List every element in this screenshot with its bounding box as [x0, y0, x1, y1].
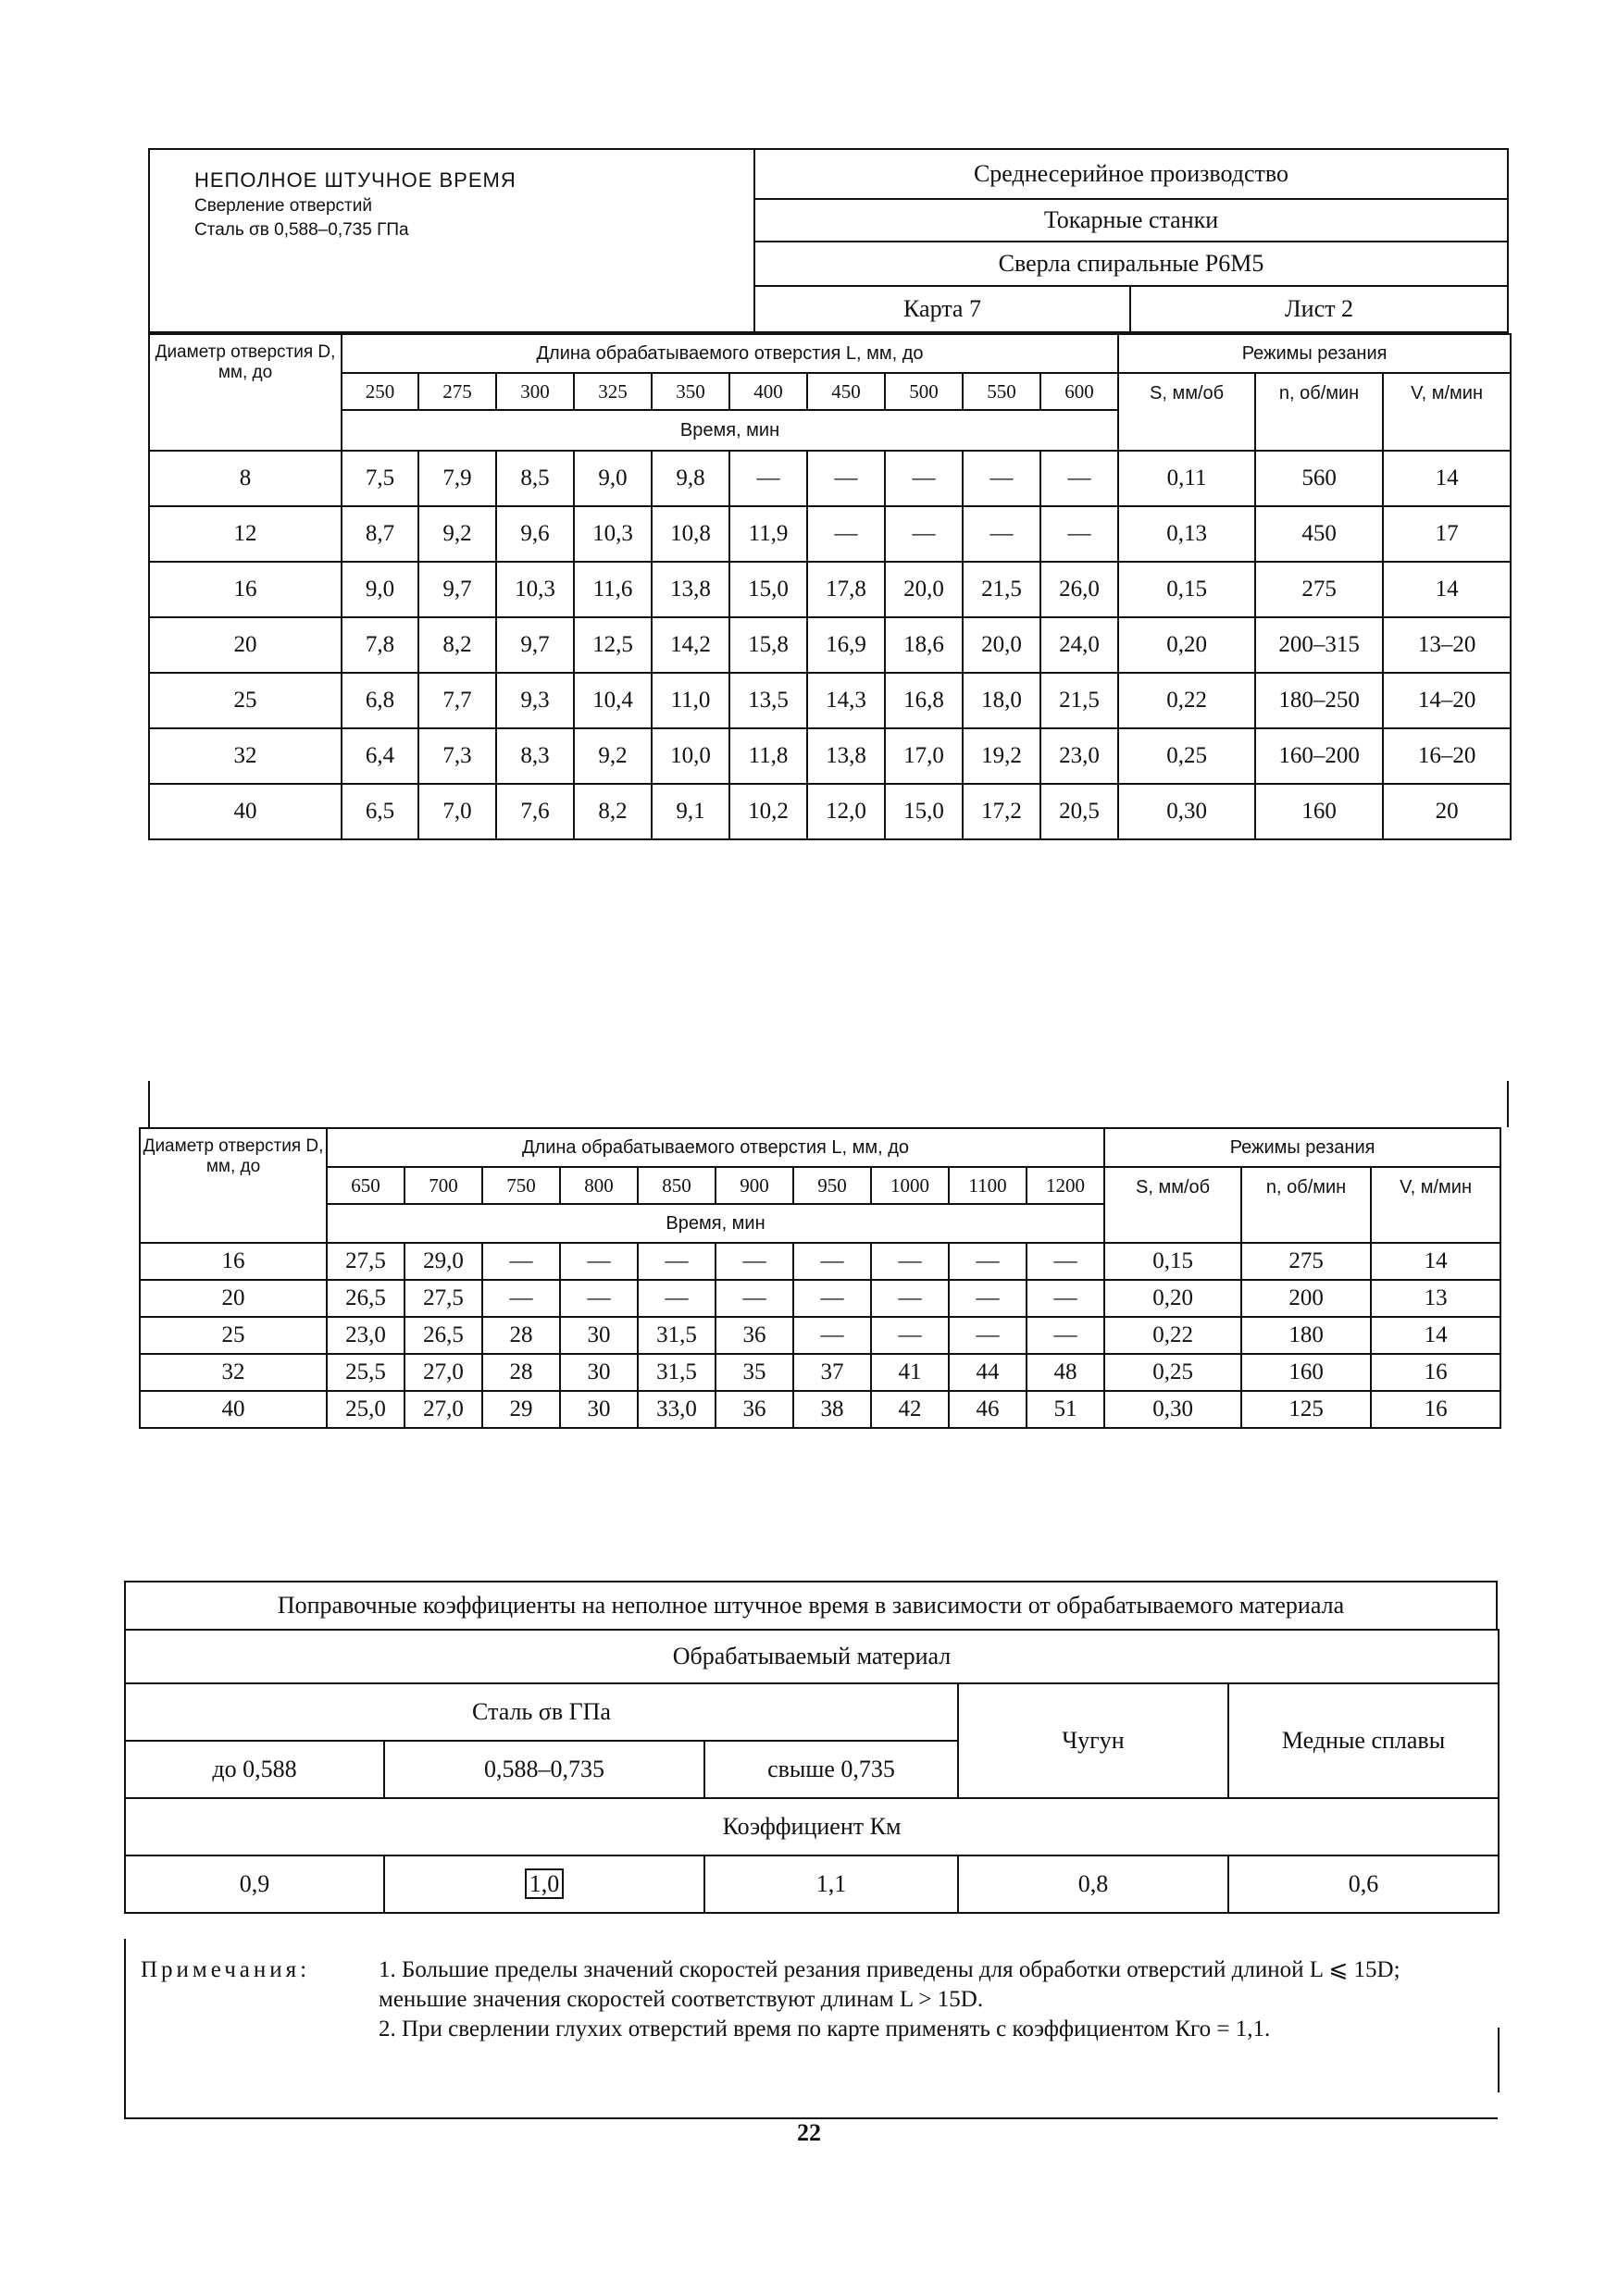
rpm-cell: 160	[1255, 784, 1383, 839]
time-cell: 10,4	[574, 673, 652, 728]
time-cell: 9,6	[496, 506, 574, 562]
time-cell: 29	[482, 1391, 560, 1428]
rpm-cell: 560	[1255, 451, 1383, 506]
coefficient-value-cell	[384, 1855, 704, 1913]
time-cell: —	[871, 1280, 949, 1317]
time-cell: 15,0	[885, 784, 963, 839]
time-cell: —	[871, 1317, 949, 1354]
time-cell: 27,5	[327, 1243, 404, 1280]
length-col-header: 600	[1040, 373, 1118, 410]
speed-cell: 20	[1383, 784, 1511, 839]
time-cell: 7,3	[418, 728, 496, 784]
time-cell: 48	[1027, 1354, 1104, 1391]
time-cell: 30	[560, 1391, 638, 1428]
table-row	[149, 451, 1511, 506]
time-cell: 25,5	[327, 1354, 404, 1391]
steel-header: Сталь σв ГПа	[125, 1683, 958, 1741]
diameter-cell: 25	[149, 673, 342, 728]
time-cell: 16,8	[885, 673, 963, 728]
coefficient-value: 0,9	[125, 1855, 384, 1913]
length-col-header: 400	[729, 373, 807, 410]
speed-cell: 14	[1371, 1243, 1500, 1280]
speed-cell: 14	[1383, 562, 1511, 617]
time-cell: 9,2	[418, 506, 496, 562]
feed-cell: 0,20	[1104, 1280, 1241, 1317]
time-cell: —	[807, 506, 885, 562]
time-cell: 9,0	[342, 562, 418, 617]
time-cell: —	[482, 1280, 560, 1317]
coefficient-value: 1,1	[704, 1855, 958, 1913]
modes-header: Режимы резания	[1118, 334, 1511, 373]
feed-cell: 0,13	[1118, 506, 1255, 562]
diameter-cell: 16	[140, 1243, 327, 1280]
time-cell: 11,8	[729, 728, 807, 784]
time-cell: —	[638, 1243, 716, 1280]
diameter-cell: 12	[149, 506, 342, 562]
length-col-header: 325	[574, 373, 652, 410]
feed-cell: 0,25	[1118, 728, 1255, 784]
sheet-number: Лист 2	[1285, 295, 1353, 322]
time-cell: 13,8	[807, 728, 885, 784]
diameter-cell: 25	[140, 1317, 327, 1354]
time-cell: 21,5	[1040, 673, 1118, 728]
time-cell: 18,6	[885, 617, 963, 673]
notes-block	[124, 1939, 1498, 2119]
time-cell: —	[793, 1317, 871, 1354]
time-header: Время, мин	[342, 410, 1118, 451]
time-cell: —	[1027, 1317, 1104, 1354]
time-cell: 8,3	[496, 728, 574, 784]
time-table-2	[139, 1127, 1501, 1429]
length-col-header: 750	[482, 1167, 560, 1204]
time-cell: 21,5	[963, 562, 1040, 617]
time-cell: 31,5	[638, 1354, 716, 1391]
time-cell: 30	[560, 1354, 638, 1391]
speed-cell: 14	[1383, 451, 1511, 506]
time-cell: —	[885, 451, 963, 506]
time-cell: 12,5	[574, 617, 652, 673]
table-row	[140, 1391, 1500, 1428]
time-cell: 36	[716, 1317, 793, 1354]
diameter-cell: 20	[140, 1280, 327, 1317]
time-cell: 18,0	[963, 673, 1040, 728]
time-cell: 8,7	[342, 506, 418, 562]
margin-rule	[1498, 2028, 1500, 2092]
time-cell: 11,9	[729, 506, 807, 562]
time-cell: 51	[1027, 1391, 1104, 1428]
time-cell: 19,2	[963, 728, 1040, 784]
steel-range: до 0,588	[125, 1741, 384, 1798]
time-cell: 20,0	[963, 617, 1040, 673]
time-cell: 12,0	[807, 784, 885, 839]
rpm-cell: 200	[1241, 1280, 1371, 1317]
time-cell: —	[949, 1317, 1027, 1354]
steel-range: 0,588–0,735	[384, 1741, 704, 1798]
time-cell: —	[807, 451, 885, 506]
speed-cell: 17	[1383, 506, 1511, 562]
diameter-cell: 20	[149, 617, 342, 673]
length-col-header: 500	[885, 373, 963, 410]
speed-cell: 13–20	[1383, 617, 1511, 673]
copper-header: Медные сплавы	[1228, 1683, 1499, 1798]
length-col-header: 300	[496, 373, 574, 410]
time-cell: 8,5	[496, 451, 574, 506]
time-header: Время, мин	[327, 1204, 1104, 1243]
header-info-block	[755, 150, 1507, 331]
time-cell: 28	[482, 1354, 560, 1391]
feed-cell: 0,25	[1104, 1354, 1241, 1391]
rpm-cell: 450	[1255, 506, 1383, 562]
time-cell: 10,0	[652, 728, 729, 784]
time-cell: —	[885, 506, 963, 562]
time-cell: —	[716, 1280, 793, 1317]
header-title-block	[150, 150, 755, 331]
speed-cell: 14–20	[1383, 673, 1511, 728]
time-cell: 20,5	[1040, 784, 1118, 839]
rpm-cell: 200–315	[1255, 617, 1383, 673]
time-cell: 42	[871, 1391, 949, 1428]
speed-cell: 16	[1371, 1391, 1500, 1428]
time-cell: 38	[793, 1391, 871, 1428]
notes-label: Примечания:	[141, 1957, 311, 1982]
time-cell: 26,5	[327, 1280, 404, 1317]
material-subtitle: Сталь σв 0,588–0,735 ГПа	[194, 220, 409, 240]
length-col-header: 650	[327, 1167, 404, 1204]
time-cell: —	[949, 1280, 1027, 1317]
time-cell: —	[1040, 451, 1118, 506]
time-cell: 23,0	[1040, 728, 1118, 784]
time-cell: 9,0	[574, 451, 652, 506]
coefficients-title: Поправочные коэффициенты на неполное штучное время в зависимости от обрабатываемого материала	[124, 1581, 1498, 1629]
time-cell: 37	[793, 1354, 871, 1391]
time-cell: —	[1027, 1243, 1104, 1280]
speed-cell: 14	[1371, 1317, 1500, 1354]
table-row	[140, 1317, 1500, 1354]
length-header: Длина обрабатываемого отверстия L, мм, до	[327, 1128, 1104, 1167]
time-cell: —	[1040, 506, 1118, 562]
table-separator	[148, 1081, 1509, 1127]
tool-type: Сверла спиральные Р6М5	[755, 242, 1507, 287]
time-table-1	[148, 333, 1512, 840]
diameter-cell: 32	[140, 1354, 327, 1391]
time-cell: 7,9	[418, 451, 496, 506]
note-1: 1. Большие пределы значений скоростей резания приведены для обработки отверстий длиной L ⩽ 15D; меньшие значения скоростей соответствуют длинам L > 15D.	[379, 1957, 1400, 2012]
length-col-header: 275	[418, 373, 496, 410]
diameter-cell: 40	[149, 784, 342, 839]
card-number: Карта 7	[755, 287, 1131, 331]
time-cell: 7,5	[342, 451, 418, 506]
time-cell: 17,8	[807, 562, 885, 617]
time-cell: 15,0	[729, 562, 807, 617]
time-cell: 7,7	[418, 673, 496, 728]
time-cell: —	[963, 506, 1040, 562]
production-type: Среднесерийное производство	[755, 150, 1507, 200]
time-cell: —	[949, 1243, 1027, 1280]
diameter-cell: 16	[149, 562, 342, 617]
rpm-cell: 160	[1241, 1354, 1371, 1391]
time-cell: —	[871, 1243, 949, 1280]
speed-header: V, м/мин	[1371, 1167, 1500, 1243]
time-cell: 14,2	[652, 617, 729, 673]
time-cell: 11,0	[652, 673, 729, 728]
time-cell: 10,3	[574, 506, 652, 562]
card-sheet-row	[755, 287, 1507, 331]
length-col-header: 450	[807, 373, 885, 410]
time-cell: 9,7	[496, 617, 574, 673]
time-cell: 27,0	[404, 1354, 482, 1391]
time-cell: —	[963, 451, 1040, 506]
length-header: Длина обрабатываемого отверстия L, мм, до	[342, 334, 1118, 373]
time-cell: —	[1027, 1280, 1104, 1317]
rpm-cell: 125	[1241, 1391, 1371, 1428]
feed-cell: 0,15	[1118, 562, 1255, 617]
rpm-cell: 275	[1255, 562, 1383, 617]
rpm-header: n, об/мин	[1255, 373, 1383, 451]
length-col-header: 850	[638, 1167, 716, 1204]
rpm-cell: 180–250	[1255, 673, 1383, 728]
time-cell: 7,8	[342, 617, 418, 673]
table-row	[149, 673, 1511, 728]
time-cell: 27,5	[404, 1280, 482, 1317]
diameter-cell: 8	[149, 451, 342, 506]
time-cell: 13,5	[729, 673, 807, 728]
steel-range: свыше 0,735	[704, 1741, 958, 1798]
time-cell: 26,0	[1040, 562, 1118, 617]
length-col-header: 350	[652, 373, 729, 410]
rpm-header: n, об/мин	[1241, 1167, 1371, 1243]
note-2: 2. При сверлении глухих отверстий время по карте применять с коэффициентом Кго = 1,1.	[379, 2017, 1271, 2042]
time-cell: —	[793, 1280, 871, 1317]
cast-iron-header: Чугун	[958, 1683, 1228, 1798]
time-cell: —	[560, 1243, 638, 1280]
diameter-cell: 40	[140, 1391, 327, 1428]
time-cell: 9,1	[652, 784, 729, 839]
speed-cell: 16–20	[1383, 728, 1511, 784]
modes-header: Режимы резания	[1104, 1128, 1500, 1167]
table-row	[149, 784, 1511, 839]
length-col-header: 1200	[1027, 1167, 1104, 1204]
machine-type: Токарные станки	[755, 200, 1507, 242]
length-col-header: 550	[963, 373, 1040, 410]
time-cell: 14,3	[807, 673, 885, 728]
time-cell: 46	[949, 1391, 1027, 1428]
operation-subtitle: Сверление отверстий	[194, 196, 372, 216]
feed-cell: 0,22	[1104, 1317, 1241, 1354]
table-row	[149, 562, 1511, 617]
length-col-header: 1100	[949, 1167, 1027, 1204]
coefficient-header: Коэффициент Км	[125, 1798, 1499, 1855]
rpm-cell: 180	[1241, 1317, 1371, 1354]
time-cell: 16,9	[807, 617, 885, 673]
coefficient-value: 0,8	[958, 1855, 1228, 1913]
time-cell: 9,7	[418, 562, 496, 617]
time-cell: 8,2	[418, 617, 496, 673]
time-cell: —	[560, 1280, 638, 1317]
time-cell: 6,4	[342, 728, 418, 784]
time-cell: 41	[871, 1354, 949, 1391]
feed-cell: 0,22	[1118, 673, 1255, 728]
time-cell: 30	[560, 1317, 638, 1354]
length-col-header: 700	[404, 1167, 482, 1204]
feed-header: S, мм/об	[1118, 373, 1255, 451]
time-cell: 36	[716, 1391, 793, 1428]
time-cell: —	[638, 1280, 716, 1317]
feed-header: S, мм/об	[1104, 1167, 1241, 1243]
material-header: Обрабатываемый материал	[125, 1630, 1499, 1683]
time-cell: 10,8	[652, 506, 729, 562]
time-cell: 6,5	[342, 784, 418, 839]
length-col-header: 900	[716, 1167, 793, 1204]
time-cell: 17,2	[963, 784, 1040, 839]
time-cell: 7,0	[418, 784, 496, 839]
time-cell: 27,0	[404, 1391, 482, 1428]
table-row	[140, 1280, 1500, 1317]
diameter-header: Диаметр отверстия D, мм, до	[149, 334, 342, 451]
length-col-header: 950	[793, 1167, 871, 1204]
time-cell: 17,0	[885, 728, 963, 784]
coefficients-table	[124, 1629, 1500, 1914]
time-cell: 31,5	[638, 1317, 716, 1354]
time-cell: 15,8	[729, 617, 807, 673]
length-col-header: 250	[342, 373, 418, 410]
table-row	[149, 617, 1511, 673]
coefficient-value: 0,6	[1228, 1855, 1499, 1913]
time-cell: 9,8	[652, 451, 729, 506]
table-row	[140, 1354, 1500, 1391]
time-cell: 25,0	[327, 1391, 404, 1428]
feed-cell: 0,30	[1118, 784, 1255, 839]
time-cell: 23,0	[327, 1317, 404, 1354]
rpm-cell: 275	[1241, 1243, 1371, 1280]
time-cell: —	[482, 1243, 560, 1280]
time-cell: 20,0	[885, 562, 963, 617]
time-cell: —	[793, 1243, 871, 1280]
time-cell: 11,6	[574, 562, 652, 617]
rpm-cell: 160–200	[1255, 728, 1383, 784]
time-cell: —	[716, 1243, 793, 1280]
document-title: НЕПОЛНОЕ ШТУЧНОЕ ВРЕМЯ	[194, 168, 517, 192]
time-cell: 8,2	[574, 784, 652, 839]
time-cell: 24,0	[1040, 617, 1118, 673]
time-cell: 10,2	[729, 784, 807, 839]
time-cell: 7,6	[496, 784, 574, 839]
time-cell: 9,3	[496, 673, 574, 728]
time-cell: 44	[949, 1354, 1027, 1391]
coefficient-value-highlighted: 1,0	[525, 1868, 565, 1899]
speed-cell: 16	[1371, 1354, 1500, 1391]
feed-cell: 0,15	[1104, 1243, 1241, 1280]
table-row	[149, 728, 1511, 784]
time-cell: 33,0	[638, 1391, 716, 1428]
speed-header: V, м/мин	[1383, 373, 1511, 451]
time-cell: 9,2	[574, 728, 652, 784]
feed-cell: 0,11	[1118, 451, 1255, 506]
time-cell: 6,8	[342, 673, 418, 728]
length-col-header: 800	[560, 1167, 638, 1204]
feed-cell: 0,20	[1118, 617, 1255, 673]
time-cell: 28	[482, 1317, 560, 1354]
time-cell: 13,8	[652, 562, 729, 617]
time-cell: —	[729, 451, 807, 506]
time-cell: 10,3	[496, 562, 574, 617]
page-number: 22	[797, 2119, 821, 2146]
card-header	[148, 148, 1509, 333]
diameter-cell: 32	[149, 728, 342, 784]
speed-cell: 13	[1371, 1280, 1500, 1317]
time-cell: 29,0	[404, 1243, 482, 1280]
table-row	[149, 506, 1511, 562]
time-cell: 35	[716, 1354, 793, 1391]
time-cell: 26,5	[404, 1317, 482, 1354]
diameter-header: Диаметр отверстия D, мм, до	[140, 1128, 327, 1243]
length-col-header: 1000	[871, 1167, 949, 1204]
feed-cell: 0,30	[1104, 1391, 1241, 1428]
table-row	[140, 1243, 1500, 1280]
